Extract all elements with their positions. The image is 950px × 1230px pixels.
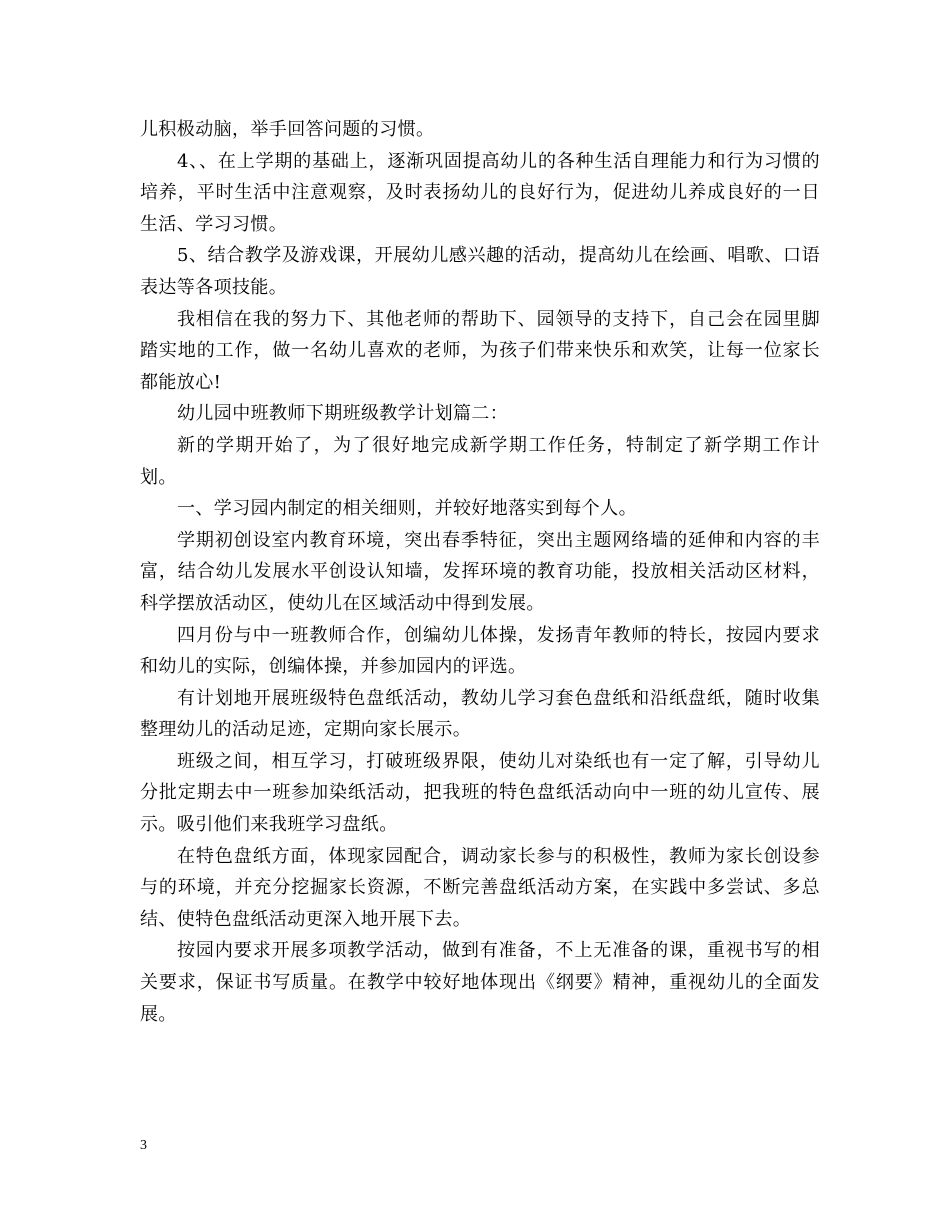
paragraph: 5、结合教学及游戏课，开展幼儿感兴趣的活动，提高幼儿在绘画、唱歌、口语表达等各项技能。 <box>140 245 820 298</box>
paragraph: 按园内要求开展多项教学活动，做到有准备，不上无准备的课，重视书写的相关要求，保证书写质量。在教学中较好地体现出《纲要》精神，重视幼儿的全面发展。 <box>140 940 820 1025</box>
paragraph: 班级之间，相互学习，打破班级界限，使幼儿对染纸也有一定了解，引导幼儿分批定期去中一班参加染纸活动，把我班的特色盘纸活动向中一班的幼儿宣传、展示。吸引他们来我班学习盘纸。 <box>140 750 820 836</box>
paragraph: 四月份与中一班教师合作，创编幼儿体操，发扬青年教师的特长，按园内要求和幼儿的实际，创编体操，并参加园内的评选。 <box>140 624 820 678</box>
paragraph: 有计划地开展班级特色盘纸活动，教幼儿学习套色盘纸和沿纸盘纸，随时收集整理幼儿的活动足迹，定期向家长展示。 <box>140 687 820 741</box>
paragraph: 4、、在上学期的基础上，逐渐巩固提高幼儿的各种生活自理能力和行为习惯的培养，平时生活中注意观察，及时表扬幼儿的良好行为，促进幼儿养成良好的一日生活、学习习惯。 <box>140 150 820 235</box>
page-number: 3 <box>140 1138 147 1153</box>
paragraph: 在特色盘纸方面，体现家园配合，调动家长参与的积极性，教师为家长创设参与的环境，并充分挖掘家长资源，不断完善盘纸活动方案，在实践中多尝试、多总结、使特色盘纸活动更深入地开展下去。 <box>140 845 820 930</box>
paragraph: 儿积极动脑，举手回答问题的习惯。 <box>140 119 435 140</box>
paragraph: 新的学期开始了，为了很好地完成新学期工作任务，特制定了新学期工作计划。 <box>140 434 820 488</box>
section-heading: 幼儿园中班教师下期班级教学计划篇二： <box>177 403 509 425</box>
body-text <box>140 114 820 1030</box>
paragraph: 学期初创设室内教育环境，突出春季特征，突出主题网络墙的延伸和内容的丰富，结合幼儿发展水平创设认知墙，发挥环境的教育功能，投放相关活动区材料，科学摆放活动区，使幼儿在区域活动中得到发展。 <box>140 529 820 614</box>
paragraph: 我相信在我的努力下、其他老师的帮助下、园领导的支持下，自己会在园里脚踏实地的工作，做一名幼儿喜欢的老师，为孩子们带来快乐和欢笑，让每一位家长都能放心! <box>140 308 820 393</box>
section-heading: 一、学习园内制定的相关细则，并较好地落实到每个人。 <box>177 498 637 520</box>
